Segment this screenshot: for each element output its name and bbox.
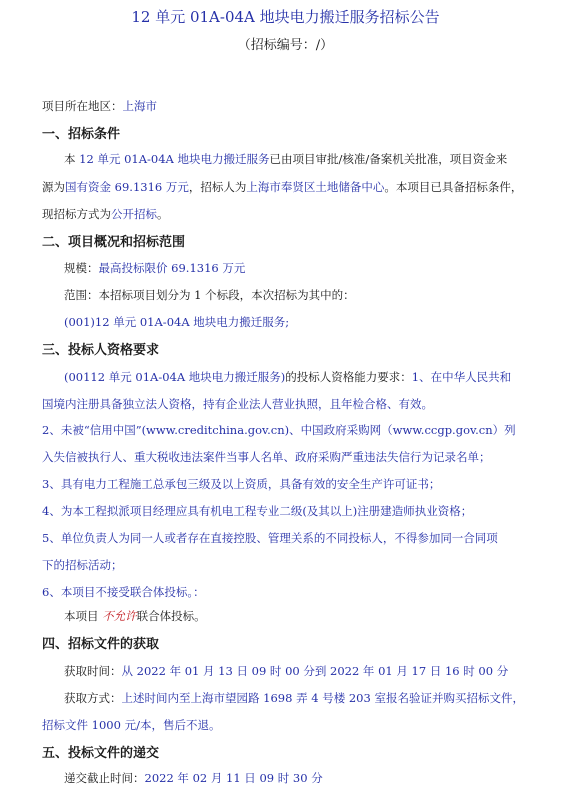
text: 联合体投标。: [136, 609, 206, 623]
method-label: 获取方式：: [64, 691, 122, 705]
lot-line: (001)12 单元 01A-04A 地块电力搬迁服务;: [64, 315, 290, 329]
req-line-5b: 下的招标活动；: [42, 558, 123, 572]
tenderer: 上海市奉贤区土地储备中心: [246, 180, 385, 194]
req-line-2b: 入失信被执行人、重大税收违法案件当事人名单、政府采购严重违法失信行为记录名单；: [42, 450, 491, 464]
joint-bid-status: 不允许: [102, 609, 137, 623]
text: 。: [157, 207, 169, 221]
scale-line: [64, 260, 245, 276]
req-line-1: [64, 369, 511, 385]
req-line-1b: 国境内注册具备独立法人资格，持有企业法人营业执照，且年检合格、有效。: [42, 397, 433, 411]
req-1: 1、在中华人民共和: [411, 370, 512, 384]
section-heading-qualifications: 三、投标人资格要求: [42, 343, 160, 358]
obtain-method-line: [64, 690, 524, 706]
section-heading-submission: 五、投标文件的递交: [42, 746, 160, 761]
fund-source: 国有资金 69.1316 万元: [65, 180, 189, 194]
conditions-line-2: [42, 179, 522, 195]
project-name: 12 单元 01A-04A 地块电力搬迁服务: [79, 152, 270, 166]
tender-method: 公开招标: [111, 207, 157, 221]
obtain-time-line: [64, 663, 508, 679]
page-title: 12 单元 01A-04A 地块电力搬迁服务招标公告: [131, 8, 440, 26]
req-line-3: 3、具有电力工程施工总承包三级及以上资质，具备有效的安全生产许可证书；: [42, 477, 441, 491]
conditions-line-3: [42, 206, 169, 222]
text: 源为: [42, 180, 65, 194]
text: 已由项目审批/核准/备案机关批准，项目资金来: [269, 152, 508, 166]
section-heading-overview: 二、项目概况和招标范围: [42, 235, 186, 250]
deadline-label: 递交截止时间：: [64, 771, 145, 785]
deadline-line: [64, 770, 323, 786]
obtain-method-line-2: 招标文件 1000 元/本，售后不退。: [42, 718, 221, 732]
tender-number: （招标编号：/）: [237, 38, 334, 53]
text: 本: [64, 152, 80, 166]
scale-label: 规模：: [64, 261, 99, 275]
text: ，招标人为: [188, 180, 247, 194]
joint-bid-line: [64, 608, 206, 624]
location-label: 项目所在地区：: [42, 99, 123, 113]
time-value: 从 2022 年 01 月 13 日 09 时 00 分到 2022 年 01 月 17 日 16 时 00 分: [121, 664, 509, 678]
scale-value: 最高投标限价 69.1316 万元: [98, 261, 246, 275]
req-line-2: 2、未被“信用中国”(www.creditchina.gov.cn)、中国政府采购网（www.ccgp.gov.cn）列: [42, 423, 516, 437]
method-value: 上述时间内至上海市望园路 1698 弄 4 号楼 203 室报名验证并购买招标文件，: [121, 691, 524, 705]
project-location: [42, 98, 157, 114]
conditions-line-1: [64, 151, 507, 167]
location-value: 上海市: [122, 99, 157, 113]
scope-line: 范围：本招标项目划分为 1 个标段，本次招标为其中的：: [64, 288, 355, 302]
text: 本项目: [64, 609, 103, 623]
deadline-value: 2022 年 02 月 11 日 09 时 30 分: [144, 771, 323, 785]
req-line-4: 4、为本工程拟派项目经理应具有机电工程专业二级(及其以上)注册建造师执业资格；: [42, 504, 473, 518]
text: 现招标方式为: [42, 207, 111, 221]
section-heading-conditions: 一、招标条件: [42, 127, 121, 142]
time-label: 获取时间：: [64, 664, 122, 678]
text: 。本项目已具备招标条件，: [384, 180, 523, 194]
req-line-5: 5、单位负责人为同一人或者存在直接控股、管理关系的不同投标人，不得参加同一合同项: [42, 531, 498, 545]
req-line-6: 6、本项目不接受联合体投标。：: [42, 585, 205, 599]
section-heading-obtain: 四、招标文件的获取: [42, 637, 160, 652]
text: 的投标人资格能力要求：: [285, 370, 412, 384]
lot-name: (00112 单元 01A-04A 地块电力搬迁服务): [64, 370, 286, 384]
